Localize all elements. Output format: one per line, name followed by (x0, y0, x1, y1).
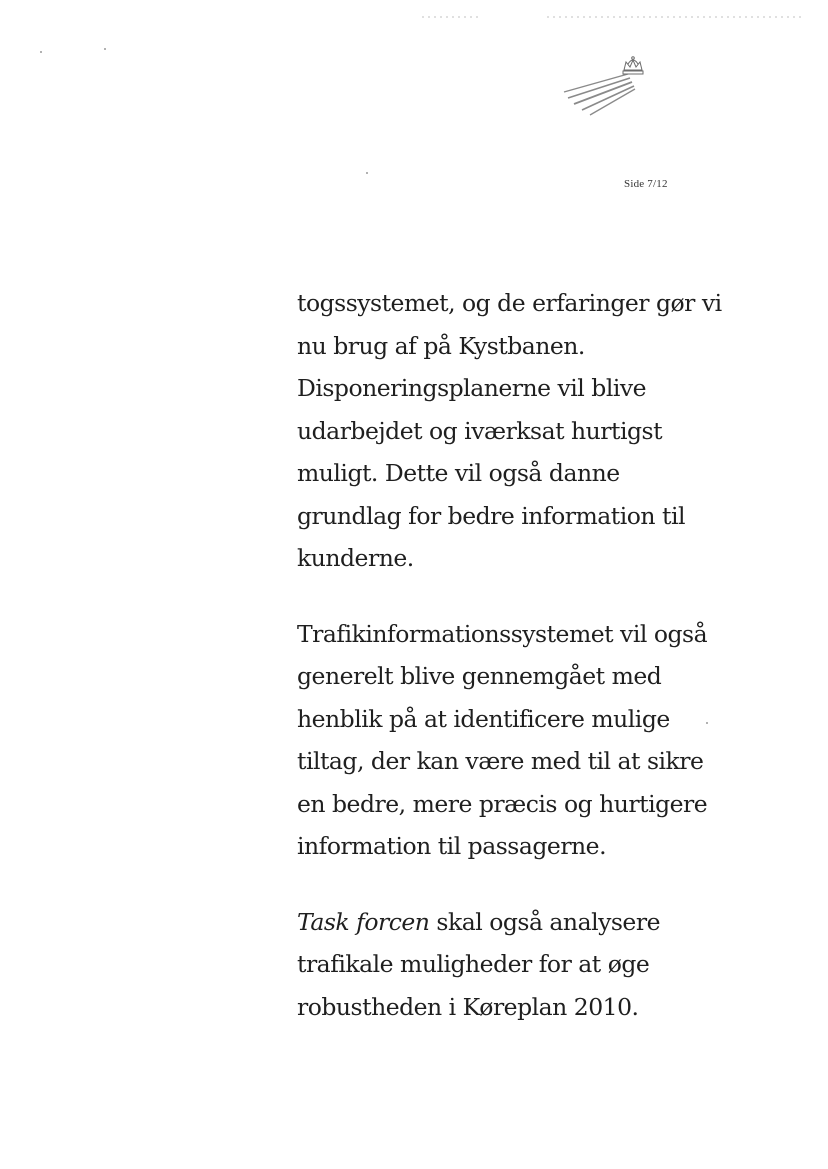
paragraph-task-force (297, 901, 717, 1029)
scan-speck (366, 172, 368, 174)
text-line: henblik på at identificere mulige (297, 704, 670, 733)
text-line: robustheden i Køreplan 2010. (297, 992, 639, 1021)
scan-noise (420, 14, 480, 20)
text-line: Trafikinformationssystemet vil også (297, 619, 708, 648)
letter-body (297, 282, 722, 1061)
text-line: en bedre, mere præcis og hurtigere (297, 789, 708, 818)
royal-crown-rail-logo-icon (558, 52, 648, 118)
text-line: udarbejdet og iværksat hurtigst (297, 416, 663, 445)
text-line (297, 901, 717, 944)
text-line: kunderne. (297, 544, 414, 572)
paragraph-trafikinformation (297, 613, 717, 868)
text-line: togssystemet, og de erfaringer gør vi (297, 289, 722, 317)
text-line: nu brug af på Kystbanen. (297, 331, 585, 360)
text-line: trafikale muligheder for at øge (297, 950, 650, 978)
italic-term: Task forcen (297, 907, 430, 936)
scan-speck (104, 48, 106, 50)
text-line: Disponeringsplanerne vil blive (297, 374, 647, 402)
text-line: muligt. Dette vil også danne (297, 459, 620, 487)
text-line: information til passagerne. (297, 832, 607, 860)
text-line: generelt blive gennemgået med (297, 662, 662, 690)
scan-speck (40, 51, 42, 53)
text-fragment: skal også analysere (429, 907, 660, 936)
paragraph-disponeringsplaner (297, 282, 722, 580)
text-line: tiltag, der kan være med til at sikre (297, 747, 704, 775)
page-number: Side 7/12 (624, 178, 668, 190)
text-line: grundlag for bedre information til (297, 501, 685, 530)
scan-noise (545, 14, 805, 20)
